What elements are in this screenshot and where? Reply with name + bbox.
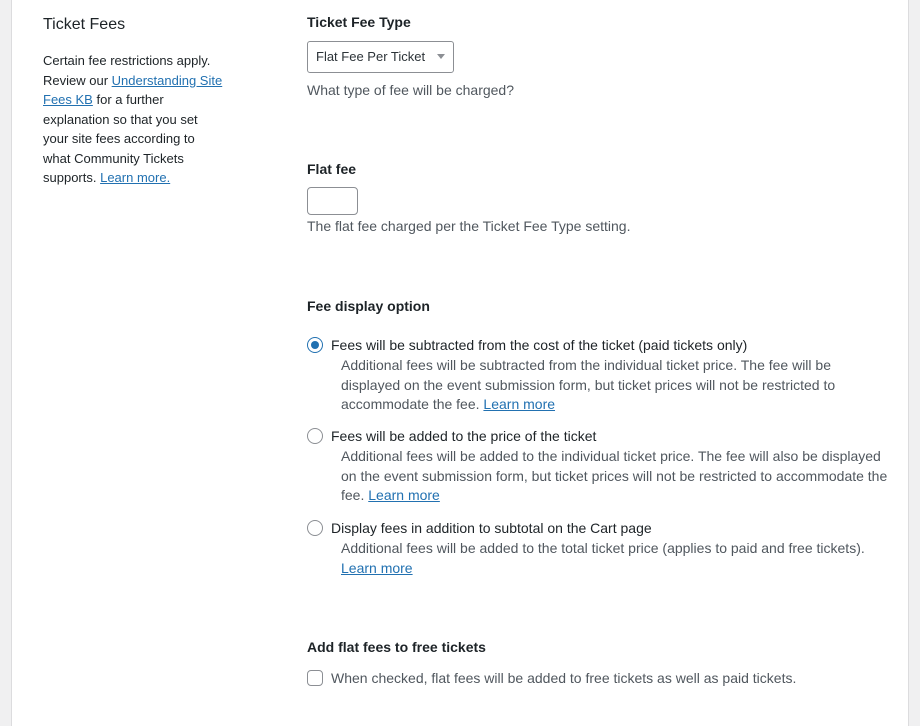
fee-option-add-label[interactable]: Fees will be added to the price of the ticket	[331, 428, 597, 444]
free-tickets-checkbox[interactable]	[307, 670, 323, 686]
fee-option-subtract-learn-more-link[interactable]: Learn more	[483, 396, 556, 412]
fee-option-subtract-radio[interactable]	[307, 337, 323, 353]
free-tickets-checkbox-label[interactable]: When checked, flat fees will be added to free tickets as well as paid tickets.	[331, 670, 797, 686]
flat-fee-label: Flat fee	[307, 161, 357, 177]
fee-option-cart-text: Additional fees will be added to the total ticket price (applies to paid and free tickets).	[341, 540, 865, 556]
section-text-after: for a further explanation so that you set your site fees according to what Community Tickets supports.	[43, 92, 198, 185]
sidebar-learn-more-link[interactable]: Learn more.	[100, 170, 171, 185]
chevron-down-icon	[437, 54, 445, 59]
sidebar-section	[43, 15, 223, 188]
fee-display-label: Fee display option	[307, 298, 430, 314]
ticket-fee-type-description: What type of fee will be charged?	[307, 82, 515, 98]
fee-option-cart-learn-more-link[interactable]: Learn more	[341, 559, 413, 576]
free-tickets-label: Add flat fees to free tickets	[307, 639, 486, 655]
ticket-fee-type-select[interactable]	[307, 41, 454, 73]
fee-option-subtract-description	[341, 356, 889, 415]
fee-option-subtract-text: Additional fees will be subtracted from the individual ticket price. The fee will be displayed on the event submission form, but ticket prices will not be restricted to accommodate the fee.	[341, 357, 836, 412]
fee-option-add-description	[341, 447, 889, 506]
section-description	[43, 51, 223, 188]
section-title: Ticket Fees	[43, 16, 126, 33]
site-fees-kb-link[interactable]: Understanding Site Fees KB	[43, 72, 223, 107]
fee-option-add-learn-more-link[interactable]: Learn more	[368, 487, 440, 503]
ticket-fee-type-label: Ticket Fee Type	[307, 14, 411, 30]
ticket-fee-type-value: Flat Fee Per Ticket	[316, 49, 426, 64]
fee-option-cart-description	[341, 539, 889, 578]
flat-fee-input[interactable]	[307, 187, 358, 215]
fee-option-cart-label[interactable]: Display fees in addition to subtotal on the Cart page	[331, 520, 652, 536]
fee-option-subtract-label[interactable]: Fees will be subtracted from the cost of the ticket (paid tickets only)	[331, 337, 748, 353]
settings-panel	[11, 0, 909, 726]
section-text-before: Certain fee restrictions apply. Review our	[43, 53, 211, 88]
fee-option-cart-radio[interactable]	[307, 520, 323, 536]
fee-option-add-text: Additional fees will be added to the individual ticket price. The fee will also be displayed on the event submission form, but ticket prices will not be restricted to accommodate the fee.	[341, 448, 888, 503]
flat-fee-description: The flat fee charged per the Ticket Fee Type setting.	[307, 218, 631, 234]
fee-option-add-radio[interactable]	[307, 428, 323, 444]
